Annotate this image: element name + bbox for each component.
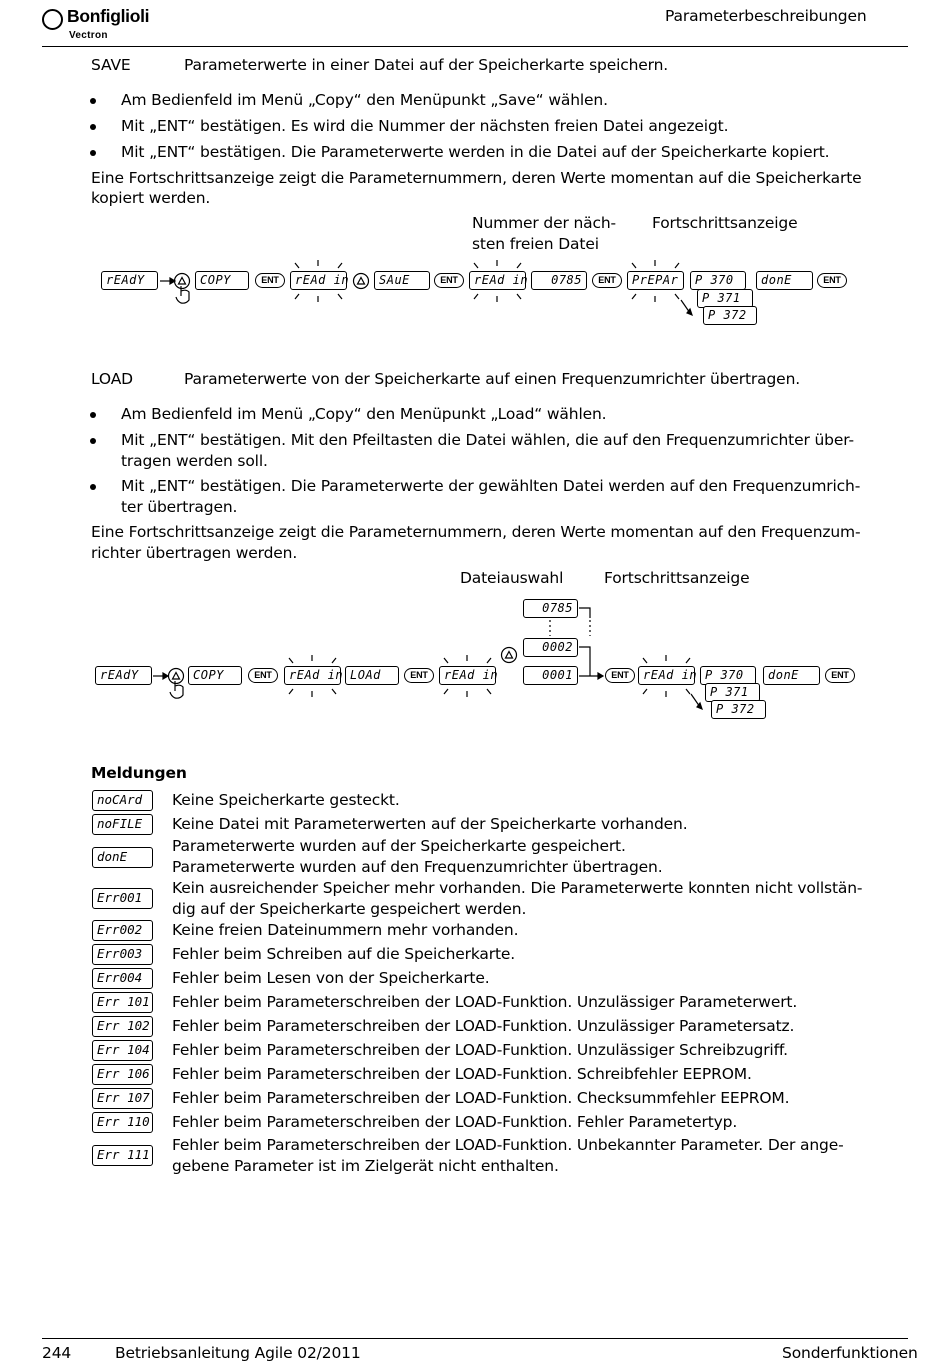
- display-file-0785: 0785: [523, 599, 578, 618]
- display-file-0002: 0002: [523, 638, 578, 657]
- display-save: SAuE: [374, 271, 430, 290]
- display-progress-372: P 372: [711, 700, 766, 719]
- load-bullet-1: Am Bedienfeld im Menü „Copy“ den Menüpunkt „Load“ wählen.: [121, 405, 607, 423]
- save-label-progress: Fortschrittsanzeige: [652, 214, 798, 232]
- display-read-in: rEAd in: [439, 666, 496, 685]
- section-title: Parameterbeschreibungen: [665, 7, 867, 25]
- message-text: Fehler beim Schreiben auf die Speicherkarte.: [172, 945, 516, 963]
- message-code: donE: [92, 847, 153, 868]
- message-text: Parameterwerte wurden auf den Frequenzumrichter übertragen.: [172, 858, 663, 876]
- display-load: LOAd: [345, 666, 399, 685]
- message-text: Kein ausreichender Speicher mehr vorhanden. Die Parameterwerte konnten nicht vollstän-: [172, 879, 863, 897]
- message-text: Fehler beim Parameterschreiben der LOAD-Funktion. Unzulässiger Schreibzugriff.: [172, 1041, 788, 1059]
- messages-heading: Meldungen: [91, 764, 187, 782]
- load-paragraph-line-2: richter übertragen werden.: [91, 544, 298, 562]
- message-text: Fehler beim Parameterschreiben der LOAD-Funktion. Unzulässiger Parametersatz.: [172, 1017, 795, 1035]
- load-label-progress: Fortschrittsanzeige: [604, 569, 750, 587]
- save-term: SAVE: [91, 56, 131, 74]
- ent-key-icon: ENT: [817, 273, 847, 288]
- message-text: Fehler beim Parameterschreiben der LOAD-Funktion. Fehler Parametertyp.: [172, 1113, 738, 1131]
- message-text: Fehler beim Parameterschreiben der LOAD-Funktion. Checksummfehler EEPROM.: [172, 1089, 790, 1107]
- save-description: Parameterwerte in einer Datei auf der Speicherkarte speichern.: [184, 56, 669, 74]
- ent-key-icon: ENT: [592, 273, 622, 288]
- message-text: Keine Speicherkarte gesteckt.: [172, 791, 400, 809]
- save-label-next-file-2: sten freien Datei: [472, 235, 599, 253]
- load-bullet-2-line-1: Mit „ENT“ bestätigen. Mit den Pfeiltasten die Datei wählen, die auf den Frequenzumrichter über-: [121, 431, 854, 449]
- ent-key-icon: ENT: [434, 273, 464, 288]
- load-bullet-3-line-1: Mit „ENT“ bestätigen. Die Parameterwerte der gewählten Datei werden auf den Frequenzumrich-: [121, 477, 861, 495]
- display-file-number: 0785: [531, 271, 587, 290]
- display-progress-370: P 370: [700, 666, 756, 685]
- ent-key-icon: ENT: [248, 668, 278, 683]
- load-label-file-select: Dateiauswahl: [460, 569, 564, 587]
- display-copy: COPY: [195, 271, 249, 290]
- message-code: Err004: [92, 968, 153, 989]
- message-text: Keine Datei mit Parameterwerten auf der Speicherkarte vorhanden.: [172, 815, 688, 833]
- display-read-in: rEAd in: [284, 666, 341, 685]
- message-text: dig auf der Speicherkarte gespeichert werden.: [172, 900, 527, 918]
- display-progress-371: P 371: [705, 683, 760, 702]
- message-code: Err003: [92, 944, 153, 965]
- display-prepare: PrEPAr: [627, 271, 684, 290]
- message-code: noFILE: [92, 814, 153, 835]
- message-text: Parameterwerte wurden auf der Speicherkarte gespeichert.: [172, 837, 626, 855]
- load-term: LOAD: [91, 370, 133, 388]
- display-read-in: rEAd in: [469, 271, 526, 290]
- save-paragraph-line-2: kopiert werden.: [91, 189, 211, 207]
- message-code: Err002: [92, 920, 153, 941]
- load-bullet-2-line-2: tragen werden soll.: [121, 452, 268, 470]
- message-code: Err 104: [92, 1040, 153, 1061]
- message-code: Err 106: [92, 1064, 153, 1085]
- display-progress-372: P 372: [703, 306, 757, 325]
- display-ready: rEAdY: [95, 666, 152, 685]
- save-bullet-3: Mit „ENT“ bestätigen. Die Parameterwerte werden in die Datei auf der Speicherkarte kopiert.: [121, 143, 830, 161]
- message-code: Err 102: [92, 1016, 153, 1037]
- page-number: 244: [42, 1344, 72, 1362]
- ent-key-icon: ENT: [404, 668, 434, 683]
- display-read-in: rEAd in: [638, 666, 695, 685]
- ent-key-icon: ENT: [605, 668, 635, 683]
- display-copy: COPY: [188, 666, 242, 685]
- display-done: donE: [756, 271, 813, 290]
- message-code: Err 111: [92, 1145, 153, 1166]
- brand-name: Bonfiglioli: [67, 6, 150, 26]
- brand-sub: Vectron: [69, 30, 108, 41]
- ent-key-icon: ENT: [255, 273, 285, 288]
- display-read-in: rEAd in: [290, 271, 347, 290]
- message-text: gebene Parameter ist im Zielgerät nicht enthalten.: [172, 1157, 559, 1175]
- save-bullet-2: Mit „ENT“ bestätigen. Es wird die Nummer der nächsten freien Datei angezeigt.: [121, 117, 729, 135]
- manual-title: Betriebsanleitung Agile 02/2011: [115, 1344, 361, 1362]
- message-text: Fehler beim Parameterschreiben der LOAD-Funktion. Schreibfehler EEPROM.: [172, 1065, 752, 1083]
- message-text: Fehler beim Parameterschreiben der LOAD-Funktion. Unbekannter Parameter. Der ange-: [172, 1136, 844, 1154]
- save-bullet-1: Am Bedienfeld im Menü „Copy“ den Menüpunkt „Save“ wählen.: [121, 91, 608, 109]
- message-code: Err 110: [92, 1112, 153, 1133]
- save-label-next-file-1: Nummer der näch-: [472, 214, 616, 232]
- display-done: donE: [763, 666, 820, 685]
- display-progress-370: P 370: [690, 271, 746, 290]
- message-text: Fehler beim Parameterschreiben der LOAD-Funktion. Unzulässiger Parameterwert.: [172, 993, 798, 1011]
- message-text: Fehler beim Lesen von der Speicherkarte.: [172, 969, 490, 987]
- footer-rule: [42, 1338, 908, 1339]
- load-bullet-3-line-2: ter übertragen.: [121, 498, 238, 516]
- load-paragraph-line-1: Eine Fortschrittsanzeige zeigt die Parameternummern, deren Werte momentan auf den Frequenzum-: [91, 523, 861, 541]
- display-progress-371: P 371: [697, 289, 753, 308]
- display-file-0001: 0001: [523, 666, 578, 685]
- message-code: Err001: [92, 888, 153, 909]
- message-code: noCArd: [92, 790, 153, 811]
- message-code: Err 107: [92, 1088, 153, 1109]
- chapter-title: Sonderfunktionen: [782, 1344, 918, 1362]
- save-paragraph-line-1: Eine Fortschrittsanzeige zeigt die Parameternummern, deren Werte momentan auf die Speicherkarte: [91, 169, 862, 187]
- message-text: Keine freien Dateinummern mehr vorhanden.: [172, 921, 519, 939]
- display-ready: rEAdY: [101, 271, 158, 290]
- message-code: Err 101: [92, 992, 153, 1013]
- load-description: Parameterwerte von der Speicherkarte auf einen Frequenzumrichter übertragen.: [184, 370, 801, 388]
- ent-key-icon: ENT: [825, 668, 855, 683]
